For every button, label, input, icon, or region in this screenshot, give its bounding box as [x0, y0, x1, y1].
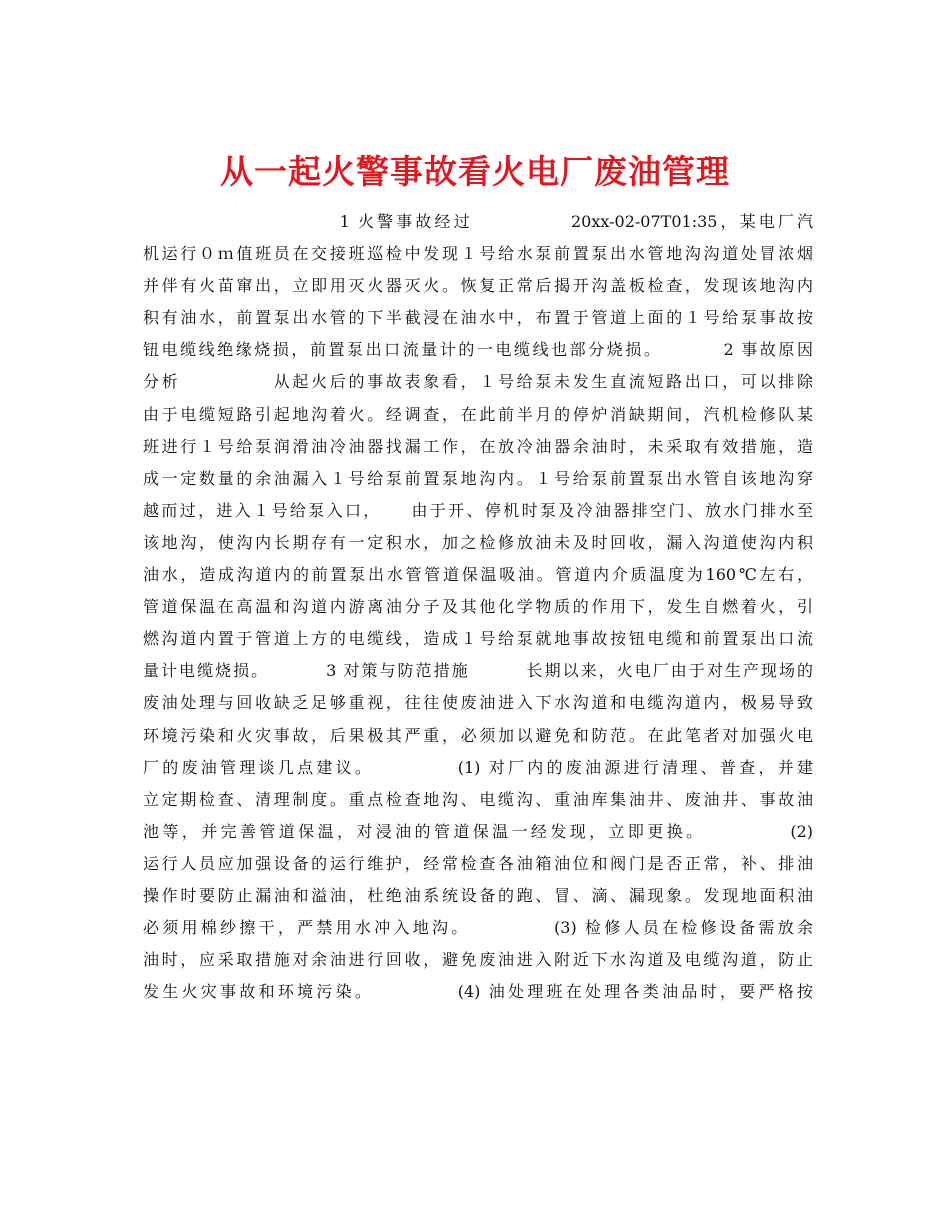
body-line: 运行人员应加强设备的运行维护，经常检查各油箱油位和阀门是否正常，补、排油	[143, 853, 813, 873]
body-line: 量计电缆烧损。 3 对策与防范措施 长期以来，火电厂由于对生产现场的	[143, 661, 813, 681]
body-line: 班进行１号给泵润滑油冷油器找漏工作，在放冷油器余油时，未采取有效措施，造	[143, 436, 813, 456]
body-line: 由于电缆短路引起地沟着火。经调查，在此前半月的停炉消缺期间，汽机检修队某	[143, 404, 813, 424]
document-body	[143, 206, 813, 1008]
body-line: 环境污染和火灾事故，后果极其严重，必须加以避免和防范。在此笔者对加强火电	[143, 725, 813, 745]
body-line: 油时，应采取措施对余油进行回收，避免废油进入附近下水沟道及电缆沟道，防止	[143, 950, 813, 970]
body-line: 操作时要防止漏油和溢油，杜绝油系统设备的跑、冒、滴、漏现象。发现地面积油	[143, 885, 813, 905]
body-line: 积有油水，前置泵出水管的下半截浸在油水中，布置于管道上面的１号给泵事故按	[143, 308, 813, 328]
body-line: 1 火警事故经过 20xx-02-07T01:35，某电厂汽	[143, 212, 813, 231]
body-line: 发生火灾事故和环境污染。 (4) 油处理班在处理各类油品时，要严格按	[143, 982, 813, 1002]
body-line: 管道保温在高温和沟道内游离油分子及其他化学物质的作用下，发生自燃着火，引	[143, 597, 813, 617]
body-line: 越而过，进入１号给泵入口， 由于开、停机时泵及冷油器排空门、放水门排水至	[143, 500, 813, 520]
body-line: 钮电缆线绝缘烧损，前置泵出口流量计的一电缆线也部分烧损。 2 事故原因	[143, 340, 813, 360]
body-line: 该地沟，使沟内长期存有一定积水，加之检修放油未及时回收，漏入沟道使沟内积	[143, 532, 813, 552]
body-line: 分析 从起火后的事故表象看，１号给泵未发生直流短路出口，可以排除	[143, 372, 813, 392]
body-line: 油水，造成沟道内的前置泵出水管管道保温吸油。管道内介质温度为160℃左右，	[143, 565, 813, 585]
body-line: 池等，并完善管道保温，对浸油的管道保温一经发现，立即更换。 (2)	[143, 821, 813, 841]
body-line: 并伴有火苗窜出，立即用灭火器灭火。恢复正常后揭开沟盖板检查，发现该地沟内	[143, 276, 813, 296]
body-line: 燃沟道内置于管道上方的电缆线，造成１号给泵就地事故按钮电缆和前置泵出口流	[143, 629, 813, 649]
body-line: 机运行０ｍ值班员在交接班巡检中发现１号给水泵前置泵出水管地沟沟道处冒浓烟	[143, 244, 813, 264]
body-line: 成一定数量的余油漏入１号给泵前置泵地沟内。１号给泵前置泵出水管自该地沟穿	[143, 468, 813, 488]
document-title: 从一起火警事故看火电厂废油管理	[220, 152, 730, 192]
body-line: 必须用棉纱擦干，严禁用水冲入地沟。 (3) 检修人员在检修设备需放余	[143, 918, 813, 938]
body-line: 废油处理与回收缺乏足够重视，往往使废油进入下水沟道和电缆沟道内，极易导致	[143, 693, 813, 713]
body-line: 厂的废油管理谈几点建议。 (1) 对厂内的废油源进行清理、普查，并建	[143, 757, 813, 777]
body-line: 立定期检查、清理制度。重点检查地沟、电缆沟、重油库集油井、废油井、事故油	[143, 789, 813, 809]
